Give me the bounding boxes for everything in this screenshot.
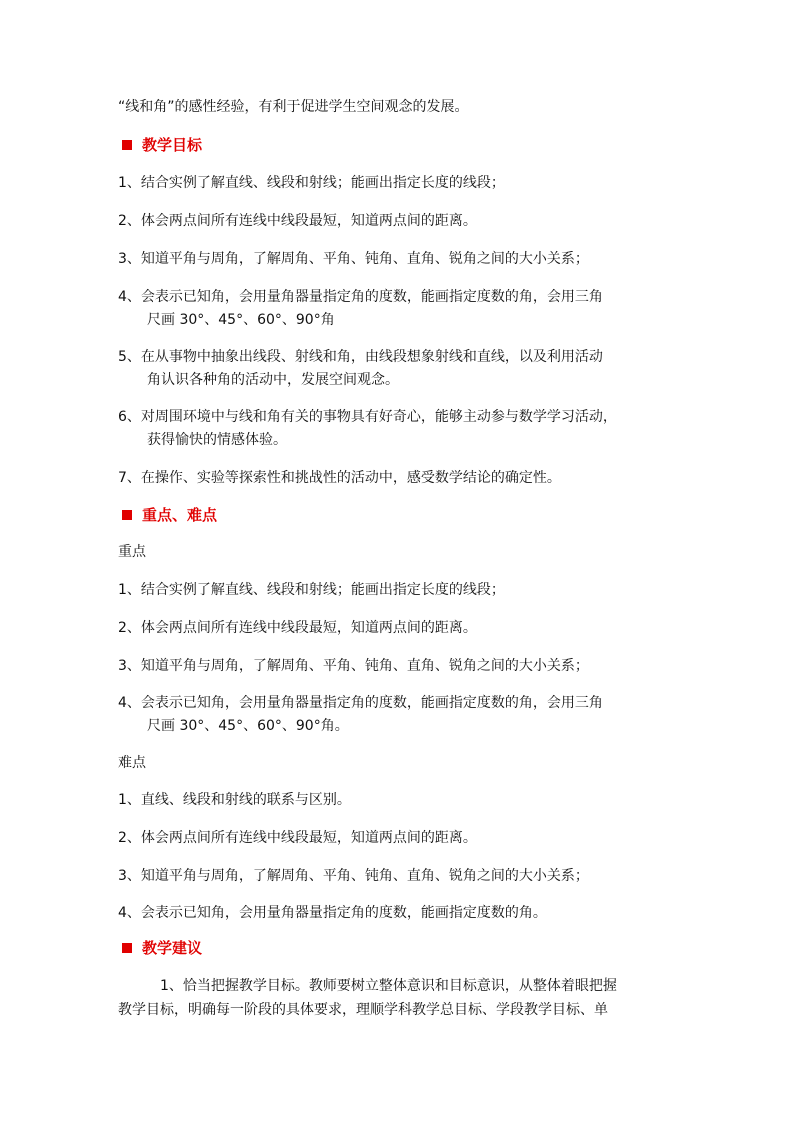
key-item: 2、体会两点间所有连线中线段最短，知道两点间的距离。: [118, 620, 477, 636]
difficult-item: 2、体会两点间所有连线中线段最短，知道两点间的距离。: [118, 830, 477, 846]
key-item: 4、会表示已知角，会用量角器量指定角的度数，能画指定度数的角，会用三角: [118, 695, 603, 711]
key-item: 1、结合实例了解直线、线段和射线；能画出指定长度的线段；: [118, 582, 505, 598]
suggestion-paragraph-line: 1、恰当把握教学目标。教师要树立整体意识和目标意识，从整体着眼把握: [160, 978, 617, 994]
key-item-continuation: 尺画 30°、45°、60°、90°角。: [147, 718, 349, 734]
goal-item-continuation: 角认识各种角的活动中，发展空间观念。: [147, 372, 399, 388]
key-item: 3、知道平角与周角，了解周角、平角、钝角、直角、锐角之间的大小关系；: [118, 658, 589, 674]
difficult-item: 3、知道平角与周角，了解周角、平角、钝角、直角、锐角之间的大小关系；: [118, 868, 589, 884]
key-points-label: 重点: [118, 544, 146, 560]
bullet-square-icon: [122, 140, 132, 150]
difficult-points-label: 难点: [118, 755, 146, 771]
goal-item: 7、在操作、实验等探索性和挑战性的活动中，感受数学结论的确定性。: [118, 470, 561, 486]
section-heading-key-difficult: [122, 505, 217, 525]
section-title: 重点、难点: [142, 506, 218, 524]
section-title: 教学目标: [142, 136, 203, 154]
goal-item: 2、体会两点间所有连线中线段最短，知道两点间的距离。: [118, 213, 477, 229]
goal-item: 4、会表示已知角，会用量角器量指定角的度数，能画指定度数的角，会用三角: [118, 289, 603, 305]
section-heading-teaching-suggestions: [122, 938, 202, 958]
goal-item: 6、对周围环境中与线和角有关的事物具有好奇心，能够主动参与数学学习活动，: [118, 409, 617, 425]
section-title: 教学建议: [142, 939, 203, 957]
section-heading-teaching-goals: [122, 135, 202, 155]
goal-item-continuation: 获得愉快的情感体验。: [147, 432, 287, 448]
difficult-item: 4、会表示已知角，会用量角器量指定角的度数，能画指定度数的角。: [118, 905, 547, 921]
goal-item: 5、在从事物中抽象出线段、射线和角，由线段想象射线和直线，以及利用活动: [118, 349, 603, 365]
difficult-item: 1、直线、线段和射线的联系与区别。: [118, 792, 351, 808]
bullet-square-icon: [122, 943, 132, 953]
goal-item: 1、结合实例了解直线、线段和射线；能画出指定长度的线段；: [118, 175, 505, 191]
suggestion-paragraph-line: 教学目标，明确每一阶段的具体要求，理顺学科教学总目标、学段教学目标、单: [118, 1002, 608, 1018]
intro-text: “线和角”的感性经验，有利于促进学生空间观念的发展。: [118, 99, 469, 115]
bullet-square-icon: [122, 510, 132, 520]
goal-item-continuation: 尺画 30°、45°、60°、90°角: [147, 312, 335, 328]
goal-item: 3、知道平角与周角，了解周角、平角、钝角、直角、锐角之间的大小关系；: [118, 251, 589, 267]
